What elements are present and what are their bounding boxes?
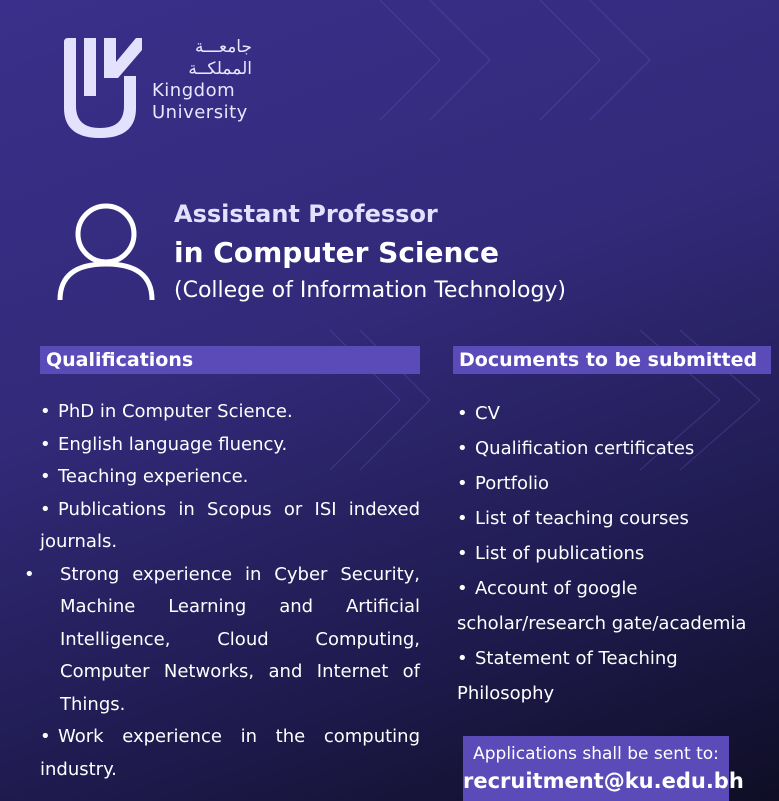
list-item: • Account of google scholar/research gate/academia xyxy=(457,578,747,634)
list-item: • English language fluency. xyxy=(40,433,288,455)
ku-logo-mark-icon xyxy=(56,36,144,140)
recruitment-email-link[interactable]: recruitment@ku.edu.bh xyxy=(463,769,744,793)
list-item: • Work experience in the computing industry. xyxy=(40,726,420,780)
logo-arabic-line-2: المملكــة xyxy=(188,59,252,79)
college-name: (College of Information Technology) xyxy=(174,278,567,303)
person-icon xyxy=(56,200,156,304)
list-item: • CV xyxy=(457,403,500,424)
logo-wordmark xyxy=(152,36,252,124)
list-item: • Portfolio xyxy=(457,473,550,494)
list-item: • List of publications xyxy=(457,543,645,564)
list-item: • List of teaching courses xyxy=(457,508,689,529)
application-label: Applications shall be sent to: xyxy=(473,744,719,764)
list-item: • PhD in Computer Science. xyxy=(40,401,293,422)
logo-arabic-line-1: جامعـــة xyxy=(194,37,252,57)
logo-english-line-2: University xyxy=(152,102,248,123)
documents-list xyxy=(457,396,775,711)
qualifications-header: Qualifications xyxy=(40,346,420,374)
university-logo xyxy=(56,36,266,146)
qualifications-list xyxy=(24,396,420,786)
list-item: • Publications in Scopus or ISI indexed journals. xyxy=(40,498,420,552)
logo-english-line-1: Kingdom xyxy=(152,80,236,101)
documents-header: Documents to be submitted xyxy=(453,346,771,374)
list-item: • Teaching experience. xyxy=(40,466,249,487)
list-item: • Qualification certificates xyxy=(457,438,695,459)
job-title-line-1: Assistant Professor xyxy=(174,200,438,228)
application-contact-box xyxy=(463,736,744,801)
job-title-line-2: in Computer Science xyxy=(174,236,500,269)
list-item: • Statement of Teaching Philosophy xyxy=(457,648,678,704)
list-item: • Strong experience in Cyber Security, Machine Learning and Artificial Intelligence, Cloud Computing, Computer Networks, and Internet of Things. xyxy=(24,563,420,715)
